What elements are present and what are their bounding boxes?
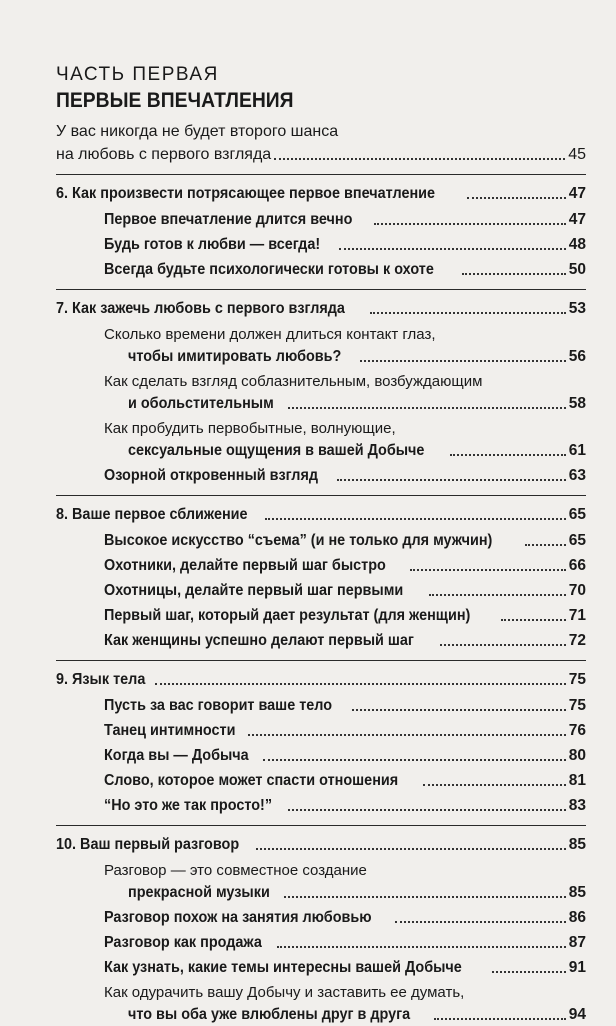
toc-entry[interactable] bbox=[104, 371, 586, 415]
dot-leader bbox=[434, 1018, 565, 1020]
entry-text-line: что вы оба уже влюблены друг в друга bbox=[128, 1006, 411, 1023]
page-number: 91 bbox=[568, 959, 586, 976]
toc-entry[interactable] bbox=[104, 580, 586, 602]
toc-entry[interactable] bbox=[104, 932, 586, 954]
entry-text-line: Разговор как продажа bbox=[104, 934, 262, 951]
page-number: 86 bbox=[568, 909, 586, 926]
chapter-heading[interactable] bbox=[56, 669, 586, 691]
dot-leader bbox=[429, 594, 566, 596]
entry-text-line: Озорной откровенный взгляд bbox=[104, 467, 319, 484]
dot-leader bbox=[352, 709, 566, 711]
toc-entry[interactable] bbox=[104, 465, 586, 487]
dot-leader bbox=[395, 921, 566, 923]
page-number: 85 bbox=[568, 884, 586, 901]
dot-leader bbox=[339, 248, 565, 250]
page-number: 94 bbox=[568, 1006, 586, 1023]
page-number: 66 bbox=[568, 557, 586, 574]
toc-entry[interactable] bbox=[104, 259, 586, 281]
intro-line-1: У вас никогда не будет второго шанса bbox=[56, 123, 339, 140]
toc-entry[interactable] bbox=[104, 795, 586, 817]
entry-text-line: чтобы имитировать любовь? bbox=[128, 348, 342, 365]
toc-page bbox=[56, 62, 586, 1026]
entry-text-line: Когда вы — Добыча bbox=[104, 747, 249, 764]
dot-leader bbox=[263, 759, 566, 761]
page-number: 48 bbox=[568, 236, 586, 253]
page-number: 65 bbox=[568, 532, 586, 549]
toc-entry[interactable] bbox=[104, 209, 586, 231]
page-number: 45 bbox=[568, 146, 586, 163]
toc-entry[interactable] bbox=[104, 907, 586, 929]
entry-text-line: Первый шаг, который дает результат (для женщин) bbox=[104, 607, 471, 624]
toc-entry[interactable] bbox=[104, 720, 586, 742]
toc-entry[interactable] bbox=[104, 745, 586, 767]
subsection-list bbox=[56, 324, 586, 487]
entry-text-line: “Но это же так просто!” bbox=[104, 797, 273, 814]
dot-leader bbox=[360, 360, 565, 362]
page-number: 50 bbox=[568, 261, 586, 278]
dot-leader bbox=[274, 158, 565, 160]
toc-entry[interactable] bbox=[104, 605, 586, 627]
dot-leader bbox=[492, 971, 566, 973]
subsection-list bbox=[56, 209, 586, 281]
page-number: 83 bbox=[568, 797, 586, 814]
chapter-heading[interactable] bbox=[56, 834, 586, 856]
part-title: ПЕРВЫЕ ВПЕЧАТЛЕНИЯ bbox=[56, 89, 294, 112]
toc-entry[interactable] bbox=[104, 630, 586, 652]
dot-leader bbox=[337, 479, 566, 481]
page-number: 63 bbox=[568, 467, 586, 484]
chapter-title: 9. Язык тела bbox=[56, 671, 146, 688]
page-number: 76 bbox=[568, 722, 586, 739]
dot-leader bbox=[155, 683, 566, 685]
entry-text-line: Первое впечатление длится вечно bbox=[104, 211, 353, 228]
page-number: 75 bbox=[568, 697, 586, 714]
dot-leader bbox=[374, 223, 566, 225]
entry-text-line: и обольстительным bbox=[128, 395, 274, 412]
dot-leader bbox=[525, 544, 566, 546]
toc-entry[interactable] bbox=[104, 555, 586, 577]
page-number: 47 bbox=[568, 211, 586, 228]
toc-entry[interactable] bbox=[104, 418, 586, 462]
chapter-section bbox=[56, 825, 586, 1026]
toc-entry[interactable] bbox=[104, 770, 586, 792]
intro-entry[interactable] bbox=[56, 120, 586, 166]
page-number: 72 bbox=[568, 632, 586, 649]
dot-leader bbox=[256, 848, 566, 850]
toc-entry[interactable] bbox=[104, 957, 586, 979]
chapter-title: 10. Ваш первый разговор bbox=[56, 836, 240, 853]
chapter-title: 7. Как зажечь любовь с первого взгляда bbox=[56, 300, 345, 317]
page-number: 85 bbox=[568, 836, 586, 853]
entry-text-line: сексуальные ощущения в вашей Добыче bbox=[128, 442, 425, 459]
entry-text-line: Высокое искусство “съема” (и не только для мужчин) bbox=[104, 532, 493, 549]
toc-entry[interactable] bbox=[104, 860, 586, 904]
page-number: 70 bbox=[568, 582, 586, 599]
entry-text-line: Как сделать взгляд соблазнительным, возбуждающим bbox=[104, 373, 483, 390]
page-number: 61 bbox=[568, 442, 586, 459]
entry-text-line: Слово, которое может спасти отношения bbox=[104, 772, 399, 789]
dot-leader bbox=[462, 273, 566, 275]
dot-leader bbox=[288, 407, 566, 409]
entry-text-line: Танец интимности bbox=[104, 722, 236, 739]
dot-leader bbox=[440, 644, 566, 646]
entry-text-line: Разговор похож на занятия любовью bbox=[104, 909, 372, 926]
page-number: 53 bbox=[568, 300, 586, 317]
entry-text-line: Как узнать, какие темы интересны вашей Добыче bbox=[104, 959, 462, 976]
chapter-section bbox=[56, 660, 586, 817]
subsection-list bbox=[56, 860, 586, 1026]
dot-leader bbox=[288, 809, 566, 811]
entry-text-line: Охотницы, делайте первый шаг первыми bbox=[104, 582, 404, 599]
dot-leader bbox=[410, 569, 566, 571]
page-number: 47 bbox=[568, 185, 586, 202]
entry-text-line: Охотники, делайте первый шаг быстро bbox=[104, 557, 386, 574]
chapter-section bbox=[56, 289, 586, 487]
chapter-heading[interactable] bbox=[56, 183, 586, 205]
entry-text-line: Всегда будьте психологически готовы к охоте bbox=[104, 261, 434, 278]
entry-text-line: Разговор — это совместное создание bbox=[104, 862, 367, 879]
dot-leader bbox=[467, 197, 566, 199]
page-number: 81 bbox=[568, 772, 586, 789]
page-number: 65 bbox=[568, 506, 586, 523]
page-number: 58 bbox=[568, 395, 586, 412]
dot-leader bbox=[265, 518, 566, 520]
subsection-list bbox=[56, 695, 586, 817]
intro-line-2: на любовь с первого взгляда bbox=[56, 146, 272, 163]
dot-leader bbox=[284, 896, 566, 898]
subsection-list bbox=[56, 530, 586, 652]
chapter-list bbox=[56, 174, 586, 1026]
chapter-heading[interactable] bbox=[56, 504, 586, 526]
page-number: 87 bbox=[568, 934, 586, 951]
chapter-section bbox=[56, 174, 586, 281]
dot-leader bbox=[501, 619, 566, 621]
entry-text-line: Как пробудить первобытные, волнующие, bbox=[104, 420, 396, 437]
dot-leader bbox=[248, 734, 565, 736]
entry-text-line: Сколько времени должен длиться контакт глаз, bbox=[104, 326, 436, 343]
page-number: 71 bbox=[568, 607, 586, 624]
page-number: 80 bbox=[568, 747, 586, 764]
page-number: 75 bbox=[568, 671, 586, 688]
chapter-heading[interactable] bbox=[56, 298, 586, 320]
chapter-title: 8. Ваше первое сближение bbox=[56, 506, 248, 523]
part-label: ЧАСТЬ ПЕРВАЯ bbox=[56, 64, 219, 85]
dot-leader bbox=[370, 312, 566, 314]
entry-text-line: Будь готов к любви — всегда! bbox=[104, 236, 321, 253]
toc-entry[interactable] bbox=[104, 324, 586, 368]
dot-leader bbox=[423, 784, 565, 786]
toc-entry[interactable] bbox=[104, 530, 586, 552]
entry-text-line: Как одурачить вашу Добычу и заставить ее думать, bbox=[104, 984, 465, 1001]
toc-entry[interactable] bbox=[104, 982, 586, 1026]
dot-leader bbox=[277, 946, 566, 948]
toc-entry[interactable] bbox=[104, 234, 586, 256]
entry-text-line: прекрасной музыки bbox=[128, 884, 270, 901]
toc-entry[interactable] bbox=[104, 695, 586, 717]
dot-leader bbox=[450, 454, 566, 456]
page-number: 56 bbox=[568, 348, 586, 365]
entry-text-line: Пусть за вас говорит ваше тело bbox=[104, 697, 333, 714]
entry-text-line: Как женщины успешно делают первый шаг bbox=[104, 632, 414, 649]
chapter-section bbox=[56, 495, 586, 652]
chapter-title: 6. Как произвести потрясающее первое впечатление bbox=[56, 185, 436, 202]
